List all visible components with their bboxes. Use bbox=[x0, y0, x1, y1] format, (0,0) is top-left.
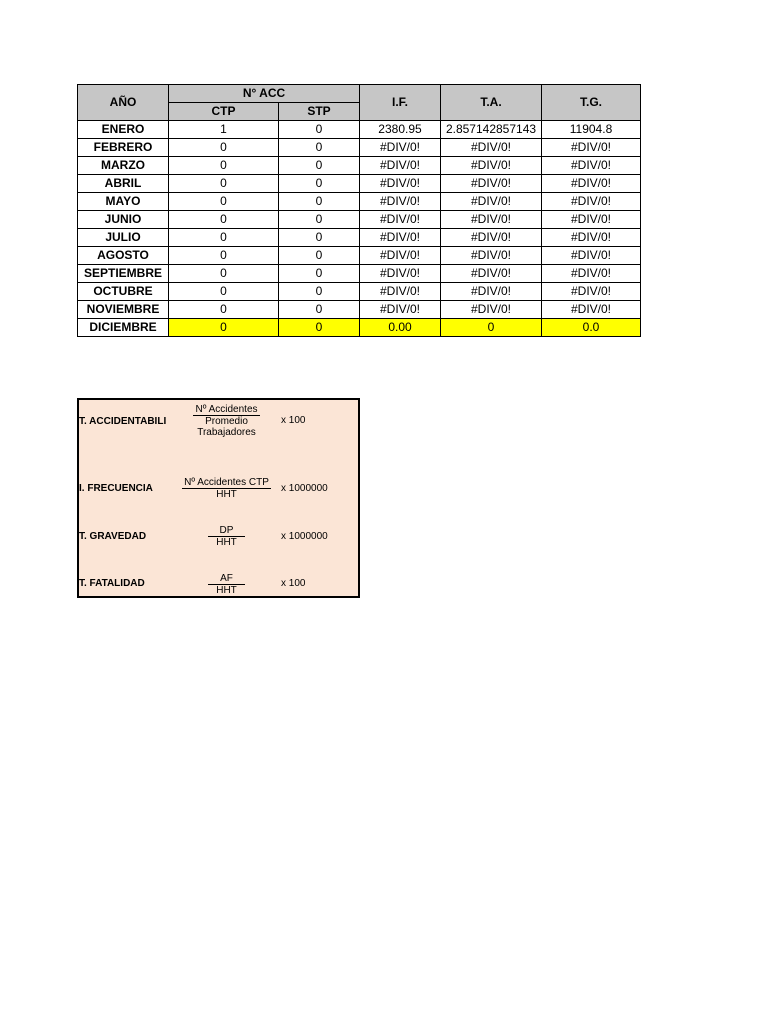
formula-multiplier: x 100 bbox=[281, 415, 306, 426]
ctp-cell: 0 bbox=[169, 193, 279, 211]
month-cell: MARZO bbox=[78, 157, 169, 175]
ctp-cell: 0 bbox=[169, 211, 279, 229]
month-cell: NOVIEMBRE bbox=[78, 301, 169, 319]
if-cell: 0.00 bbox=[360, 319, 441, 337]
if-cell: 2380.95 bbox=[360, 121, 441, 139]
formula-fraction bbox=[194, 525, 259, 548]
formula-numerator: DP bbox=[208, 525, 246, 537]
header-tg: T.G. bbox=[542, 85, 641, 121]
ctp-cell: 0 bbox=[169, 265, 279, 283]
ta-cell: #DIV/0! bbox=[441, 157, 542, 175]
if-cell: #DIV/0! bbox=[360, 265, 441, 283]
formula-label: T. FATALIDAD bbox=[79, 578, 145, 589]
tg-cell: #DIV/0! bbox=[542, 283, 641, 301]
if-cell: #DIV/0! bbox=[360, 157, 441, 175]
ta-cell: #DIV/0! bbox=[441, 229, 542, 247]
ta-cell: #DIV/0! bbox=[441, 139, 542, 157]
stp-cell: 0 bbox=[279, 193, 360, 211]
ctp-cell: 1 bbox=[169, 121, 279, 139]
month-cell: ENERO bbox=[78, 121, 169, 139]
formula-denominator: Promedio Trabajadores bbox=[197, 416, 256, 438]
ctp-cell: 0 bbox=[169, 301, 279, 319]
tg-cell: 0.0 bbox=[542, 319, 641, 337]
ta-cell: 0 bbox=[441, 319, 542, 337]
if-cell: #DIV/0! bbox=[360, 211, 441, 229]
ctp-cell: 0 bbox=[169, 175, 279, 193]
stp-cell: 0 bbox=[279, 301, 360, 319]
table-row bbox=[78, 247, 641, 265]
formula-fraction bbox=[179, 404, 274, 438]
formula-multiplier: x 1000000 bbox=[281, 483, 328, 494]
formula-label: T. GRAVEDAD bbox=[79, 531, 147, 542]
month-cell: DICIEMBRE bbox=[78, 319, 169, 337]
table-row bbox=[78, 193, 641, 211]
tg-cell: #DIV/0! bbox=[542, 157, 641, 175]
formula-label: I. FRECUENCIA bbox=[79, 483, 153, 494]
if-cell: #DIV/0! bbox=[360, 139, 441, 157]
table-row bbox=[78, 229, 641, 247]
table-row bbox=[78, 265, 641, 283]
ta-cell: #DIV/0! bbox=[441, 301, 542, 319]
ctp-cell: 0 bbox=[169, 319, 279, 337]
ctp-cell: 0 bbox=[169, 229, 279, 247]
accident-statistics-table bbox=[77, 84, 641, 337]
month-cell: SEPTIEMBRE bbox=[78, 265, 169, 283]
tg-cell: 11904.8 bbox=[542, 121, 641, 139]
table-row bbox=[78, 211, 641, 229]
ctp-cell: 0 bbox=[169, 157, 279, 175]
table-row bbox=[78, 121, 641, 139]
stp-cell: 0 bbox=[279, 319, 360, 337]
if-cell: #DIV/0! bbox=[360, 175, 441, 193]
tg-cell: #DIV/0! bbox=[542, 139, 641, 157]
formula-numerator: Nº Accidentes bbox=[195, 404, 258, 415]
if-cell: #DIV/0! bbox=[360, 283, 441, 301]
month-cell: ABRIL bbox=[78, 175, 169, 193]
formula-fraction bbox=[174, 477, 279, 500]
if-cell: #DIV/0! bbox=[360, 229, 441, 247]
tg-cell: #DIV/0! bbox=[542, 247, 641, 265]
ctp-cell: 0 bbox=[169, 247, 279, 265]
tg-cell: #DIV/0! bbox=[542, 193, 641, 211]
stp-cell: 0 bbox=[279, 247, 360, 265]
month-cell: FEBRERO bbox=[78, 139, 169, 157]
header-ta: T.A. bbox=[441, 85, 542, 121]
stp-cell: 0 bbox=[279, 211, 360, 229]
tg-cell: #DIV/0! bbox=[542, 175, 641, 193]
table-row bbox=[78, 175, 641, 193]
stp-cell: 0 bbox=[279, 139, 360, 157]
header-stp: STP bbox=[279, 103, 360, 121]
header-if: I.F. bbox=[360, 85, 441, 121]
stp-cell: 0 bbox=[279, 283, 360, 301]
formula-denominator: HHT bbox=[216, 537, 237, 548]
ta-cell: #DIV/0! bbox=[441, 283, 542, 301]
table-row bbox=[78, 319, 641, 337]
ta-cell: #DIV/0! bbox=[441, 175, 542, 193]
if-cell: #DIV/0! bbox=[360, 193, 441, 211]
stp-cell: 0 bbox=[279, 265, 360, 283]
tg-cell: #DIV/0! bbox=[542, 265, 641, 283]
ta-cell: #DIV/0! bbox=[441, 211, 542, 229]
formulas-panel bbox=[77, 398, 360, 598]
stp-cell: 0 bbox=[279, 175, 360, 193]
formula-multiplier: x 100 bbox=[281, 578, 306, 589]
month-cell: AGOSTO bbox=[78, 247, 169, 265]
stp-cell: 0 bbox=[279, 157, 360, 175]
table-row bbox=[78, 157, 641, 175]
formula-denominator: HHT bbox=[216, 585, 237, 596]
formula-multiplier: x 1000000 bbox=[281, 531, 328, 542]
ta-cell: #DIV/0! bbox=[441, 193, 542, 211]
table-row bbox=[78, 301, 641, 319]
month-cell: JUNIO bbox=[78, 211, 169, 229]
ta-cell: #DIV/0! bbox=[441, 247, 542, 265]
header-ctp: CTP bbox=[169, 103, 279, 121]
formula-label: T. ACCIDENTABILI bbox=[79, 416, 167, 427]
header-n-acc: N° ACC bbox=[169, 85, 360, 103]
tg-cell: #DIV/0! bbox=[542, 301, 641, 319]
month-cell: MAYO bbox=[78, 193, 169, 211]
if-cell: #DIV/0! bbox=[360, 301, 441, 319]
if-cell: #DIV/0! bbox=[360, 247, 441, 265]
table-row bbox=[78, 139, 641, 157]
stp-cell: 0 bbox=[279, 229, 360, 247]
header-year: AÑO bbox=[78, 85, 169, 121]
formula-fraction bbox=[194, 573, 259, 596]
formula-numerator: Nº Accidentes CTP bbox=[184, 477, 269, 488]
ta-cell: #DIV/0! bbox=[441, 265, 542, 283]
month-cell: JULIO bbox=[78, 229, 169, 247]
ctp-cell: 0 bbox=[169, 283, 279, 301]
stp-cell: 0 bbox=[279, 121, 360, 139]
ctp-cell: 0 bbox=[169, 139, 279, 157]
table-row bbox=[78, 283, 641, 301]
month-cell: OCTUBRE bbox=[78, 283, 169, 301]
formula-numerator: AF bbox=[208, 573, 245, 585]
formula-denominator: HHT bbox=[216, 489, 237, 500]
tg-cell: #DIV/0! bbox=[542, 229, 641, 247]
ta-cell: 2.857142857143 bbox=[441, 121, 542, 139]
tg-cell: #DIV/0! bbox=[542, 211, 641, 229]
